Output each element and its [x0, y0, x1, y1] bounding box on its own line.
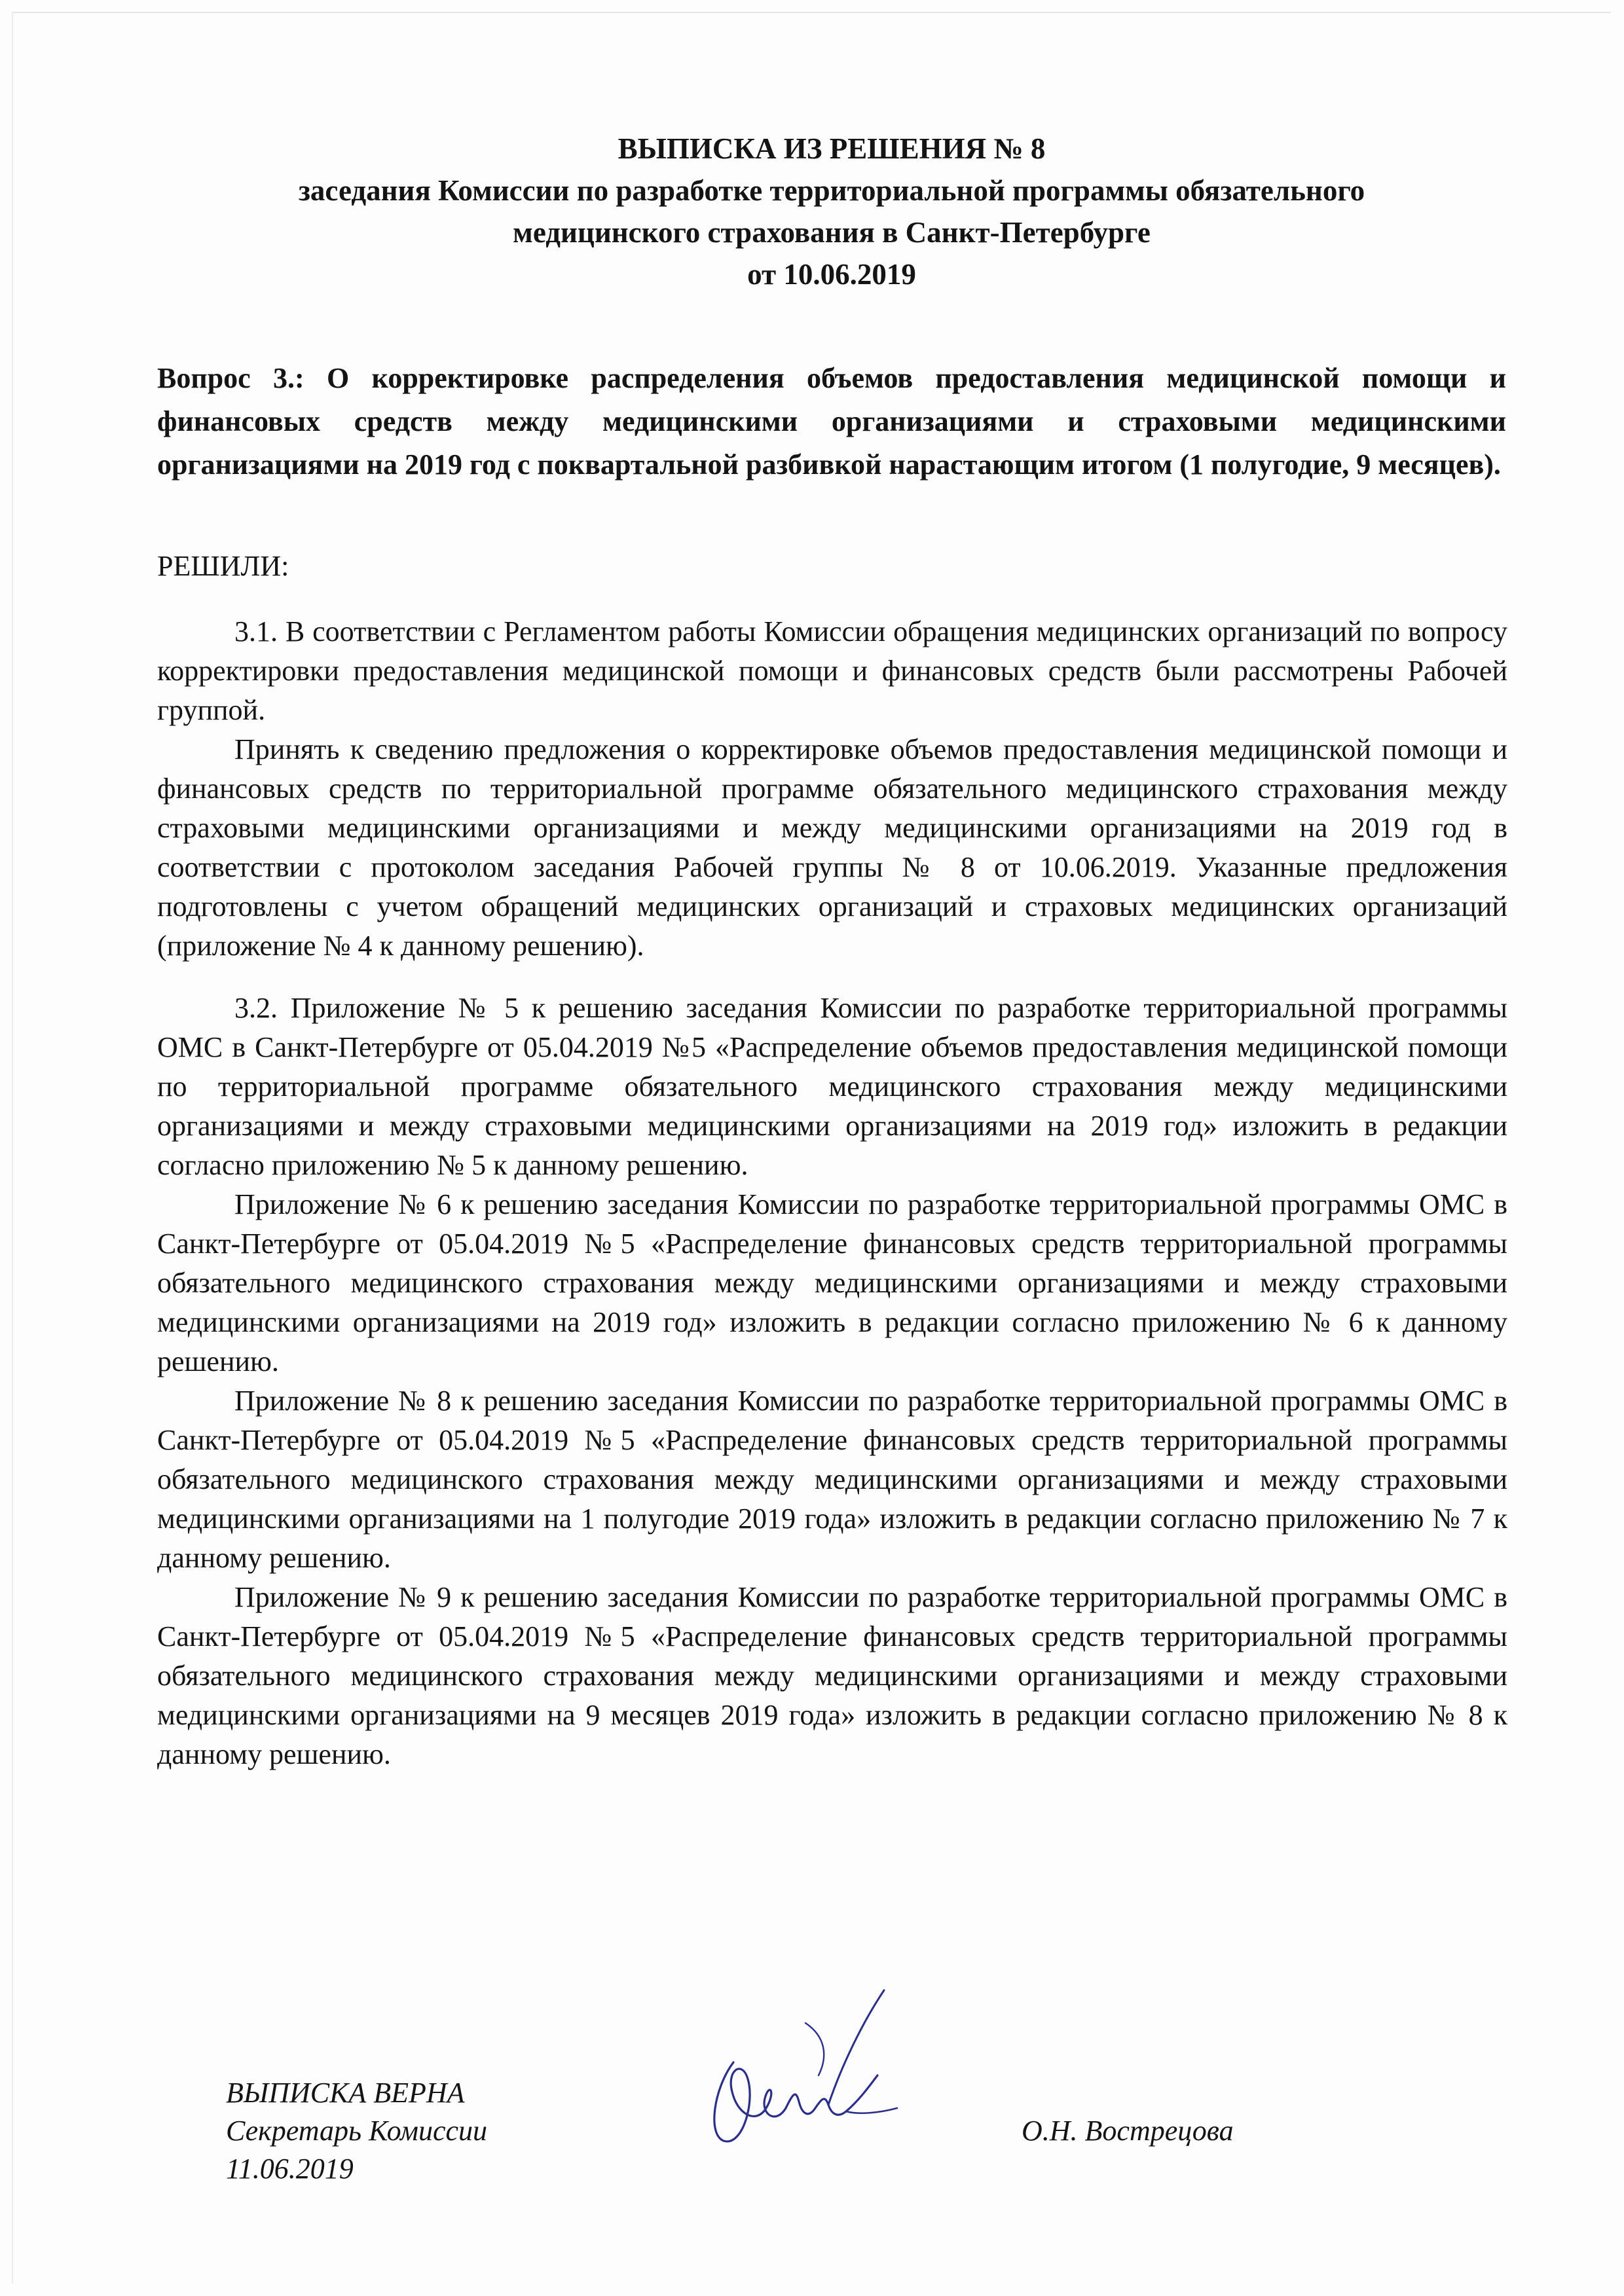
- document-subtitle-line-2: медицинского страхования в Санкт-Петербурге: [513, 216, 1151, 249]
- signer-name: О.Н. Вострецова: [1022, 2115, 1234, 2147]
- scan-edge: [13, 12, 1611, 13]
- question-heading: Вопрос 3.: О корректировке распределения объемов предоставления медицинской помощи и финансовых средств между медицинскими организациями и страховыми медицинскими организациями на 2019 год с поквартальной разбивкой нарастающим итогом (1 полугодие, 9 месяцев).: [157, 362, 1506, 481]
- document-subtitle-line-1: заседания Комиссии по разработке территориальной программы обязательного: [298, 174, 1365, 207]
- certified-label: ВЫПИСКА ВЕРНА: [226, 2077, 465, 2109]
- paragraph: Приложение № 8 к решению заседания Комиссии по разработке территориальной программы ОМС в Санкт-Петербурге от 05.04.2019 №5 «Распределение финансовых средств территориальной программы обязательного медицинского страхования между медицинскими организациями и между страховыми медицинскими организациями на 1 полугодие 2019 года» изложить в редакции согласно приложению № 7 к данному решению.: [157, 1385, 1507, 1574]
- resolution-section-3-2: [157, 989, 1507, 1774]
- scan-edge: [12, 12, 13, 2284]
- paragraph: Приложение № 9 к решению заседания Комиссии по разработке территориальной программы ОМС в Санкт-Петербурге от 05.04.2019 №5 «Распределение финансовых средств территориальной программы обязательного медицинского страхования между медицинскими организациями и между страховыми медицинскими организациями на 9 месяцев 2019 года» изложить в редакции согласно приложению № 8 к данному решению.: [157, 1581, 1507, 1770]
- paragraph: Принять к сведению предложения о корректировке объемов предоставления медицинской помощи и финансовых средств по территориальной программе обязательного медицинского страхования между страховыми медицинскими организациями и между медицинскими организациями на 2019 год в соответствии с протоколом заседания Рабочей группы № 8 от 10.06.2019. Указанные предложения подготовлены с учетом обращений медицинских организаций и страховых медицинских организаций (приложение № 4 к данному решению).: [157, 733, 1507, 962]
- paragraph: Приложение № 6 к решению заседания Комиссии по разработке территориальной программы ОМС в Санкт-Петербурге от 05.04.2019 №5 «Распределение финансовых средств территориальной программы обязательного медицинского страхования между медицинскими организациями и между страховыми медицинскими организациями на 2019 год» изложить в редакции согласно приложению № 6 к данному решению.: [157, 1188, 1507, 1377]
- document-date: от 10.06.2019: [747, 258, 916, 291]
- signer-position: Секретарь Комиссии: [226, 2115, 488, 2147]
- paragraph: 3.2. Приложение № 5 к решению заседания Комиссии по разработке территориальной программы ОМС в Санкт-Петербурге от 05.04.2019 №5 «Распределение объемов предоставления медицинской помощи по территориальной программе обязательного медицинского страхования между медицинскими организациями и между страховыми медицинскими организациями на 2019 год» изложить в редакции согласно приложению № 5 к данному решению.: [157, 992, 1507, 1181]
- document-header: [157, 128, 1506, 295]
- document-title: ВЫПИСКА ИЗ РЕШЕНИЯ № 8: [618, 132, 1046, 165]
- handwritten-signature: [694, 1984, 910, 2160]
- paragraph: 3.1. В соответствии с Регламентом работы Комиссии обращения медицинских организаций по вопросу корректировки предоставления медицинской помощи и финансовых средств были рассмотрены Рабочей группой.: [157, 615, 1507, 726]
- resolution-section-3-1: [157, 612, 1507, 966]
- certification-date: 11.06.2019: [226, 2153, 354, 2185]
- resolved-label: РЕШИЛИ:: [157, 550, 289, 582]
- certification-block: [226, 2074, 487, 2188]
